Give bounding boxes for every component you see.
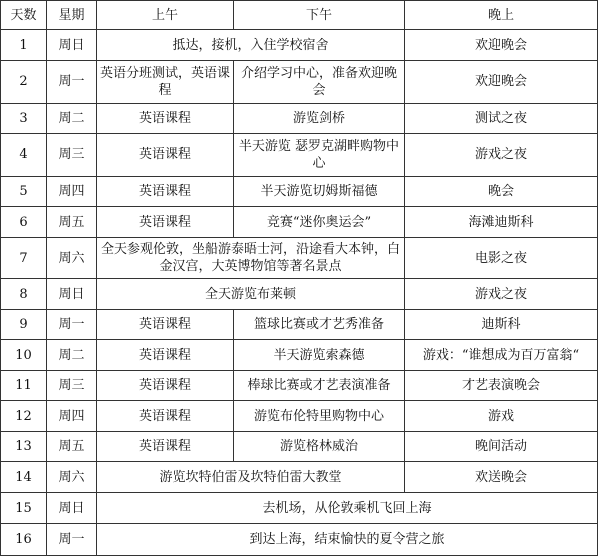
weekday-cell: 周三 (47, 370, 97, 400)
day-cell: 14 (1, 462, 47, 492)
table-row (1, 237, 598, 279)
morning-cell: 英语课程 (97, 207, 234, 237)
table-row (1, 431, 598, 461)
fullday-cell: 到达上海，结束愉快的夏令营之旅 (97, 524, 598, 556)
day-cell: 16 (1, 524, 47, 556)
weekday-cell: 周一 (47, 309, 97, 339)
afternoon-cell: 半天游览切姆斯福德 (234, 176, 405, 206)
evening-cell: 欢迎晚会 (405, 30, 598, 60)
day-cell: 15 (1, 492, 47, 524)
weekday-cell: 周日 (47, 30, 97, 60)
weekday-cell: 周四 (47, 176, 97, 206)
header-day: 天数 (1, 1, 47, 30)
day-cell: 10 (1, 340, 47, 370)
daytime-cell: 全天参观伦敦，坐船游泰晤士河，沿途看大本钟，白金汉宫，大英博物馆等著名景点 (97, 237, 405, 279)
evening-cell: 测试之夜 (405, 103, 598, 133)
evening-cell: 欢迎晚会 (405, 60, 598, 103)
fullday-cell: 去机场，从伦敦乘机飞回上海 (97, 492, 598, 524)
weekday-cell: 周一 (47, 60, 97, 103)
weekday-cell: 周一 (47, 524, 97, 556)
afternoon-cell: 介绍学习中心，准备欢迎晚会 (234, 60, 405, 103)
day-cell: 12 (1, 401, 47, 431)
day-cell: 8 (1, 279, 47, 309)
daytime-cell: 全天游览布莱顿 (97, 279, 405, 309)
day-cell: 9 (1, 309, 47, 339)
weekday-cell: 周二 (47, 103, 97, 133)
morning-cell: 英语课程 (97, 176, 234, 206)
table-row (1, 370, 598, 400)
morning-cell: 英语课程 (97, 309, 234, 339)
morning-cell: 英语课程 (97, 401, 234, 431)
table-row (1, 176, 598, 206)
table-row (1, 492, 598, 524)
table-row (1, 207, 598, 237)
header-afternoon: 下午 (234, 1, 405, 30)
evening-cell: 欢送晚会 (405, 462, 598, 492)
weekday-cell: 周日 (47, 492, 97, 524)
morning-cell: 英语分班测试，英语课程 (97, 60, 234, 103)
header-evening: 晚上 (405, 1, 598, 30)
afternoon-cell: 游览布伦特里购物中心 (234, 401, 405, 431)
evening-cell: 游戏：“谁想成为百万富翁“ (405, 340, 598, 370)
day-cell: 11 (1, 370, 47, 400)
weekday-cell: 周二 (47, 340, 97, 370)
afternoon-cell: 半天游览索森德 (234, 340, 405, 370)
weekday-cell: 周五 (47, 431, 97, 461)
weekday-cell: 周六 (47, 237, 97, 279)
morning-cell: 英语课程 (97, 134, 234, 177)
day-cell: 1 (1, 30, 47, 60)
table-row (1, 401, 598, 431)
day-cell: 3 (1, 103, 47, 133)
evening-cell: 游戏 (405, 401, 598, 431)
evening-cell: 海滩迪斯科 (405, 207, 598, 237)
table-row (1, 134, 598, 177)
table-row (1, 340, 598, 370)
afternoon-cell: 游览剑桥 (234, 103, 405, 133)
afternoon-cell: 游览格林威治 (234, 431, 405, 461)
evening-cell: 迪斯科 (405, 309, 598, 339)
daytime-cell: 抵达，接机，入住学校宿舍 (97, 30, 405, 60)
weekday-cell: 周日 (47, 279, 97, 309)
morning-cell: 英语课程 (97, 340, 234, 370)
table-row (1, 309, 598, 339)
day-cell: 6 (1, 207, 47, 237)
morning-cell: 英语课程 (97, 103, 234, 133)
table-row (1, 462, 598, 492)
afternoon-cell: 半天游览 瑟罗克湖畔购物中心 (234, 134, 405, 177)
table-row (1, 30, 598, 60)
evening-cell: 电影之夜 (405, 237, 598, 279)
evening-cell: 游戏之夜 (405, 279, 598, 309)
header-morning: 上午 (97, 1, 234, 30)
weekday-cell: 周六 (47, 462, 97, 492)
day-cell: 2 (1, 60, 47, 103)
afternoon-cell: 篮球比赛或才艺秀准备 (234, 309, 405, 339)
day-cell: 5 (1, 176, 47, 206)
evening-cell: 晚间活动 (405, 431, 598, 461)
morning-cell: 英语课程 (97, 431, 234, 461)
evening-cell: 晚会 (405, 176, 598, 206)
weekday-cell: 周五 (47, 207, 97, 237)
evening-cell: 游戏之夜 (405, 134, 598, 177)
afternoon-cell: 棒球比赛或才艺表演准备 (234, 370, 405, 400)
day-cell: 7 (1, 237, 47, 279)
header-row (1, 1, 598, 30)
table-row (1, 60, 598, 103)
table-row (1, 524, 598, 556)
morning-cell: 英语课程 (97, 370, 234, 400)
weekday-cell: 周四 (47, 401, 97, 431)
day-cell: 13 (1, 431, 47, 461)
evening-cell: 才艺表演晚会 (405, 370, 598, 400)
day-cell: 4 (1, 134, 47, 177)
afternoon-cell: 竞赛“迷你奥运会” (234, 207, 405, 237)
weekday-cell: 周三 (47, 134, 97, 177)
table-row (1, 279, 598, 309)
table-row (1, 103, 598, 133)
daytime-cell: 游览坎特伯雷及坎特伯雷大教堂 (97, 462, 405, 492)
header-weekday: 星期 (47, 1, 97, 30)
